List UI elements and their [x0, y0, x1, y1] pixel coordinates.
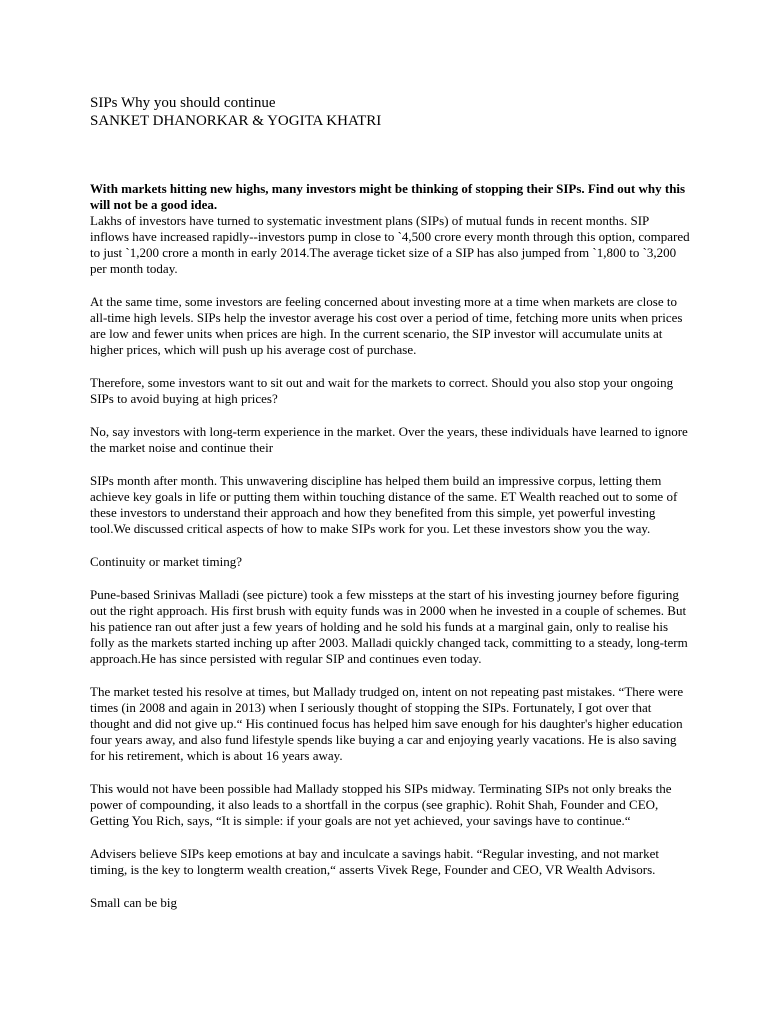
article-authors: SANKET DHANORKAR & YOGITA KHATRI — [90, 113, 382, 129]
paragraph-2: At the same time, some investors are feeling concerned about investing more at a time when markets are close to all-time high levels. SIPs help the investor average his cost over a period of time, fetching more units when prices are low and fewer units when prices are high. In the current scenario, the SIP investor will accumulate units at higher prices, which will push up his average cost of purchase. — [90, 294, 683, 357]
paragraph-9: Advisers believe SIPs keep emotions at bay and inculcate a savings habit. “Regular investing, and not market timing, is the key to longterm wealth creation,“ asserts Vivek Rege, Founder and CEO, VR Wealth Advisors. — [90, 846, 659, 877]
paragraph-6: Pune-based Srinivas Malladi (see picture) took a few missteps at the start of his investing journey before figuring out the right approach. His first brush with equity funds was in 2000 when he invested in a couple of schemes. But his patience ran out after just a few years of holding and he sold his funds at a marginal gain, only to realise his folly as the markets started inching up after 2003. Malladi quickly changed tack, committing to a steady, long-term approach.He has since persisted with regular SIP and continues even today. — [90, 587, 688, 666]
paragraph-7: The market tested his resolve at times, but Mallady trudged on, intent on not repeating past mistakes. “There were times (in 2008 and again in 2013) when I seriously thought of stopping the SIPs. Fortunately, I got over that thought and did not give up.“ His continued focus has helped him save enough for his daughter's higher education four years away, and also fund lifestyle spends like buying a car and enjoying yearly vacations. He is also saving for his retirement, which is about 16 years away. — [90, 684, 684, 763]
paragraph-3: Therefore, some investors want to sit out and wait for the markets to correct. Should you also stop your ongoing SIPs to avoid buying at high prices? — [90, 375, 674, 406]
section-heading-small: Small can be big — [90, 895, 178, 910]
paragraph-5: SIPs month after month. This unwavering discipline has helped them build an impressive corpus, letting them achieve key goals in life or putting them within touching distance of the same. ET Wealth reached out to some of these investors to understand their approach and how they benefited from this simple, yet powerful investing tool.We discussed critical aspects of how to make SIPs work for you. Let these investors show you the way. — [90, 473, 678, 536]
article-lead: With markets hitting new highs, many investors might be thinking of stopping their SIPs. Find out why this will not be a good idea. — [90, 181, 686, 212]
section-heading-continuity: Continuity or market timing? — [90, 554, 243, 569]
article-title: SIPs Why you should continue — [90, 95, 276, 111]
article-body — [90, 181, 690, 928]
paragraph-1: Lakhs of investors have turned to systematic investment plans (SIPs) of mutual funds in recent months. SIP inflows have increased rapidly--investors pump in close to `4,500 crore every month through this option, compared to just `1,200 crore a month in early 2014.The average ticket size of a SIP has also jumped from `1,800 to `3,200 per month today. — [90, 213, 690, 276]
paragraph-8: This would not have been possible had Mallady stopped his SIPs midway. Terminating SIPs not only breaks the power of compounding, it also leads to a shortfall in the corpus (see graphic). Rohit Shah, Founder and CEO, Getting You Rich, says, “It is simple: if your goals are not yet achieved, your savings have to continue.“ — [90, 781, 672, 828]
paragraph-4: No, say investors with long-term experience in the market. Over the years, these individuals have learned to ignore the market noise and continue their — [90, 424, 688, 455]
